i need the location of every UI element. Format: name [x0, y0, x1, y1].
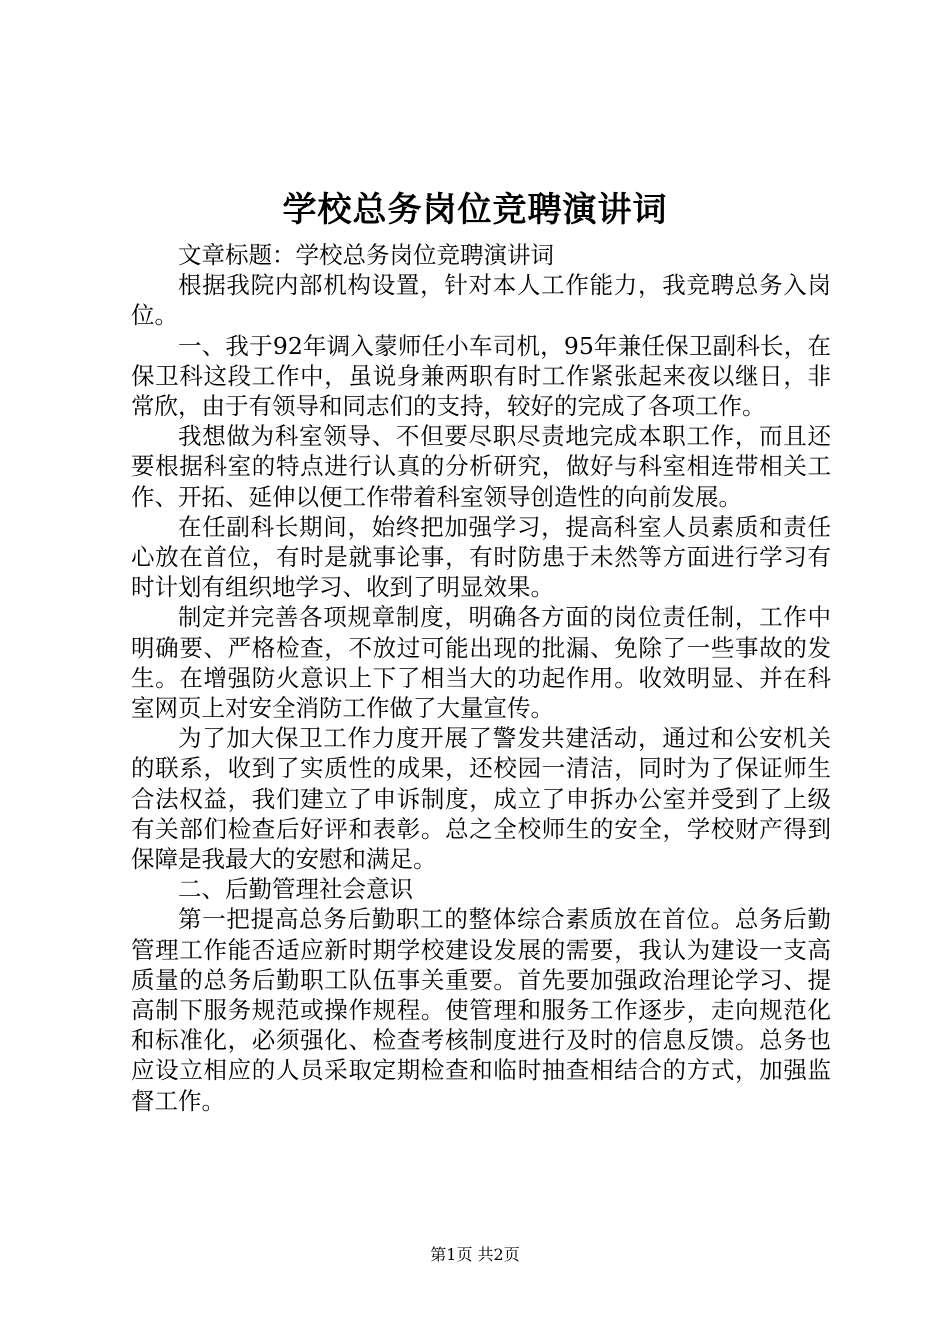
- paragraph: 我想做为科室领导、不但要尽职尽责地完成本职工作，而且还要根据科室的特点进行认真的分析研究，做好与科室相连带相关工作、开拓、延伸以便工作带着科室领导创造性的向前发展。: [131, 422, 831, 511]
- paragraph: 一、我于92年调入蒙师任小车司机，95年兼任保卫副科长，在保卫科这段工作中，虽说身兼两职有时工作紧张起来夜以继日，非常欣，由于有领导和同志们的支持，较好的完成了各项工作。: [131, 331, 831, 421]
- paragraph: 在任副科长期间，始终把加强学习，提高科室人员素质和责任心放在首位，有时是就事论事，有时防患于未然等方面进行学习有时计划有组织地学习、收到了明显效果。: [131, 512, 831, 602]
- paragraph: 文章标题：学校总务岗位竞聘演讲词: [178, 241, 554, 269]
- section-heading: 二、后勤管理社会意识: [178, 875, 413, 904]
- document-title: 学校总务岗位竞聘演讲词: [282, 190, 668, 230]
- paragraph: 为了加大保卫工作力度开展了警发共建活动，通过和公安机关的联系，收到了实质性的成果，还校园一清洁，同时为了保证师生合法权益，我们建立了申诉制度，成立了申拆办公室并受到了上级有关部们检查后好评和表彰。总之全校师生的安全，学校财产得到保障是我最大的安慰和满足。: [131, 724, 831, 874]
- page-footer: 第1页 共2页: [430, 1245, 520, 1264]
- document-body: [131, 240, 831, 1116]
- paragraph: 第一把提高总务后勤职工的整体综合素质放在首位。总务后勤管理工作能否适应新时期学校建设发展的需要，我认为建设一支高质量的总务后勤职工队伍事关重要。首先要加强政治理论学习、提高制下服务规范或操作规程。使管理和服务工作逐步，走向规范化和标准化，必须强化、检查考核制度进行及时的信息反馈。总务也应设立相应的人员采取定期检查和临时抽查相结合的方式，加强监督工作。: [131, 905, 831, 1115]
- paragraph: 根据我院内部机构设置，针对本人工作能力，我竞聘总务入岗位。: [131, 271, 831, 330]
- paragraph: 制定并完善各项规章制度，明确各方面的岗位责任制，工作中明确要、严格检查，不放过可能出现的批漏、免除了一些事故的发生。在增强防火意识上下了相当大的功起作用。收效明显、并在科室网页上对安全消防工作做了大量宣传。: [131, 603, 831, 723]
